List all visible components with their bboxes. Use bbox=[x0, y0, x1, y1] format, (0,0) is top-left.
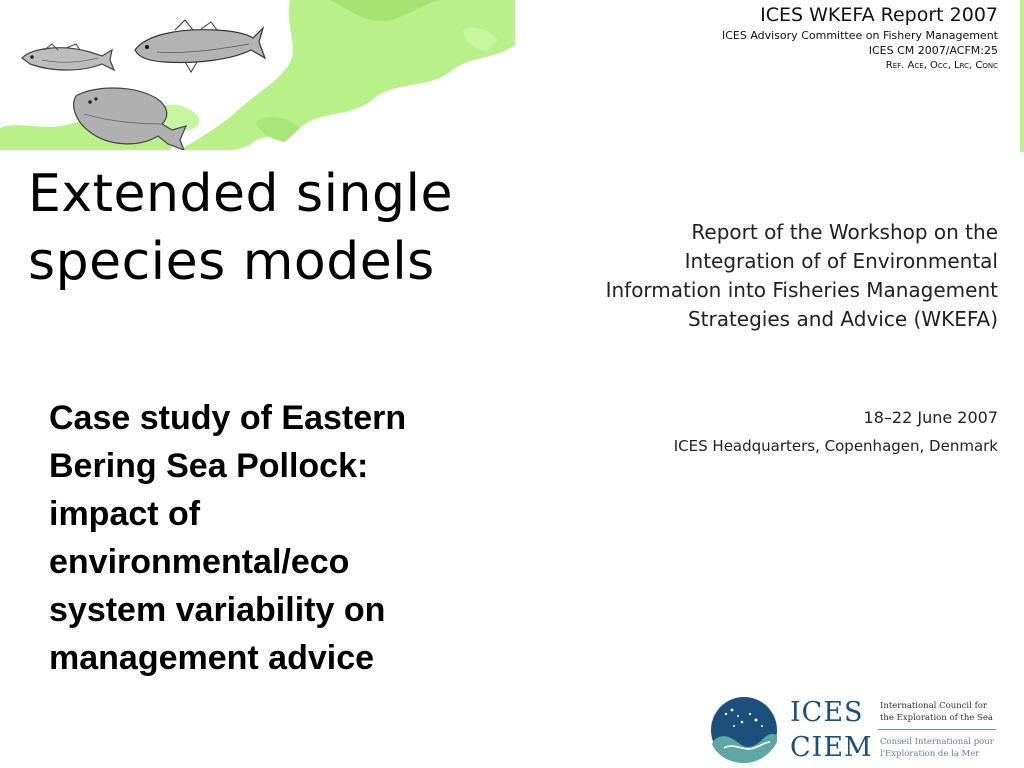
report-series: ICES WKEFA Report 2007 bbox=[760, 4, 998, 26]
report-header bbox=[722, 2, 998, 74]
ices-emblem bbox=[710, 696, 778, 764]
logo-word-ciem: CIEM bbox=[790, 732, 873, 763]
report-title-line: Information into Fisheries Management bbox=[605, 278, 998, 302]
logo-divider bbox=[878, 729, 996, 730]
logo-subtitle-line: International Council for bbox=[880, 701, 987, 711]
slide-title-line: Extended single bbox=[28, 164, 453, 224]
logo-subtitle-english bbox=[880, 700, 993, 724]
report-dates: 18–22 June 2007 bbox=[863, 408, 998, 427]
report-committee: ICES Advisory Committee on Fishery Management bbox=[721, 29, 998, 42]
report-title-line: Integration of of Environmental bbox=[684, 249, 998, 273]
report-title-line: Report of the Workshop on the bbox=[691, 220, 998, 244]
report-meta bbox=[674, 404, 998, 460]
report-venue: ICES Headquarters, Copenhagen, Denmark bbox=[673, 437, 998, 455]
green-land-shapes bbox=[0, 0, 515, 150]
fish-illustration bbox=[22, 44, 114, 70]
logo-subtitle-french bbox=[880, 736, 994, 760]
fish-banner bbox=[0, 0, 515, 150]
logo-subtitle-line: Conseil International pour bbox=[880, 737, 994, 747]
logo-word-ices: ICES bbox=[790, 697, 864, 728]
fish-illustration bbox=[135, 20, 265, 72]
report-cm-number: ICES CM 2007/ACFM:25 bbox=[868, 44, 998, 57]
report-reference: Ref. Ace, Occ, Lrc, Conc bbox=[885, 60, 998, 71]
report-title-line: Strategies and Advice (WKEFA) bbox=[687, 307, 998, 331]
case-study-text: Case study of Eastern Bering Sea Pollock: impact of environmental/eco system variability on management advice bbox=[49, 399, 407, 677]
green-edge-strip bbox=[1020, 0, 1024, 152]
ices-logo bbox=[706, 692, 1018, 766]
slide-title-line: species models bbox=[28, 232, 435, 292]
report-title bbox=[528, 218, 998, 334]
logo-subtitle-line: the Exploration of the Sea bbox=[880, 713, 993, 723]
slide-title bbox=[28, 160, 498, 296]
logo-subtitle-line: l'Exploration de la Mer bbox=[880, 749, 980, 759]
